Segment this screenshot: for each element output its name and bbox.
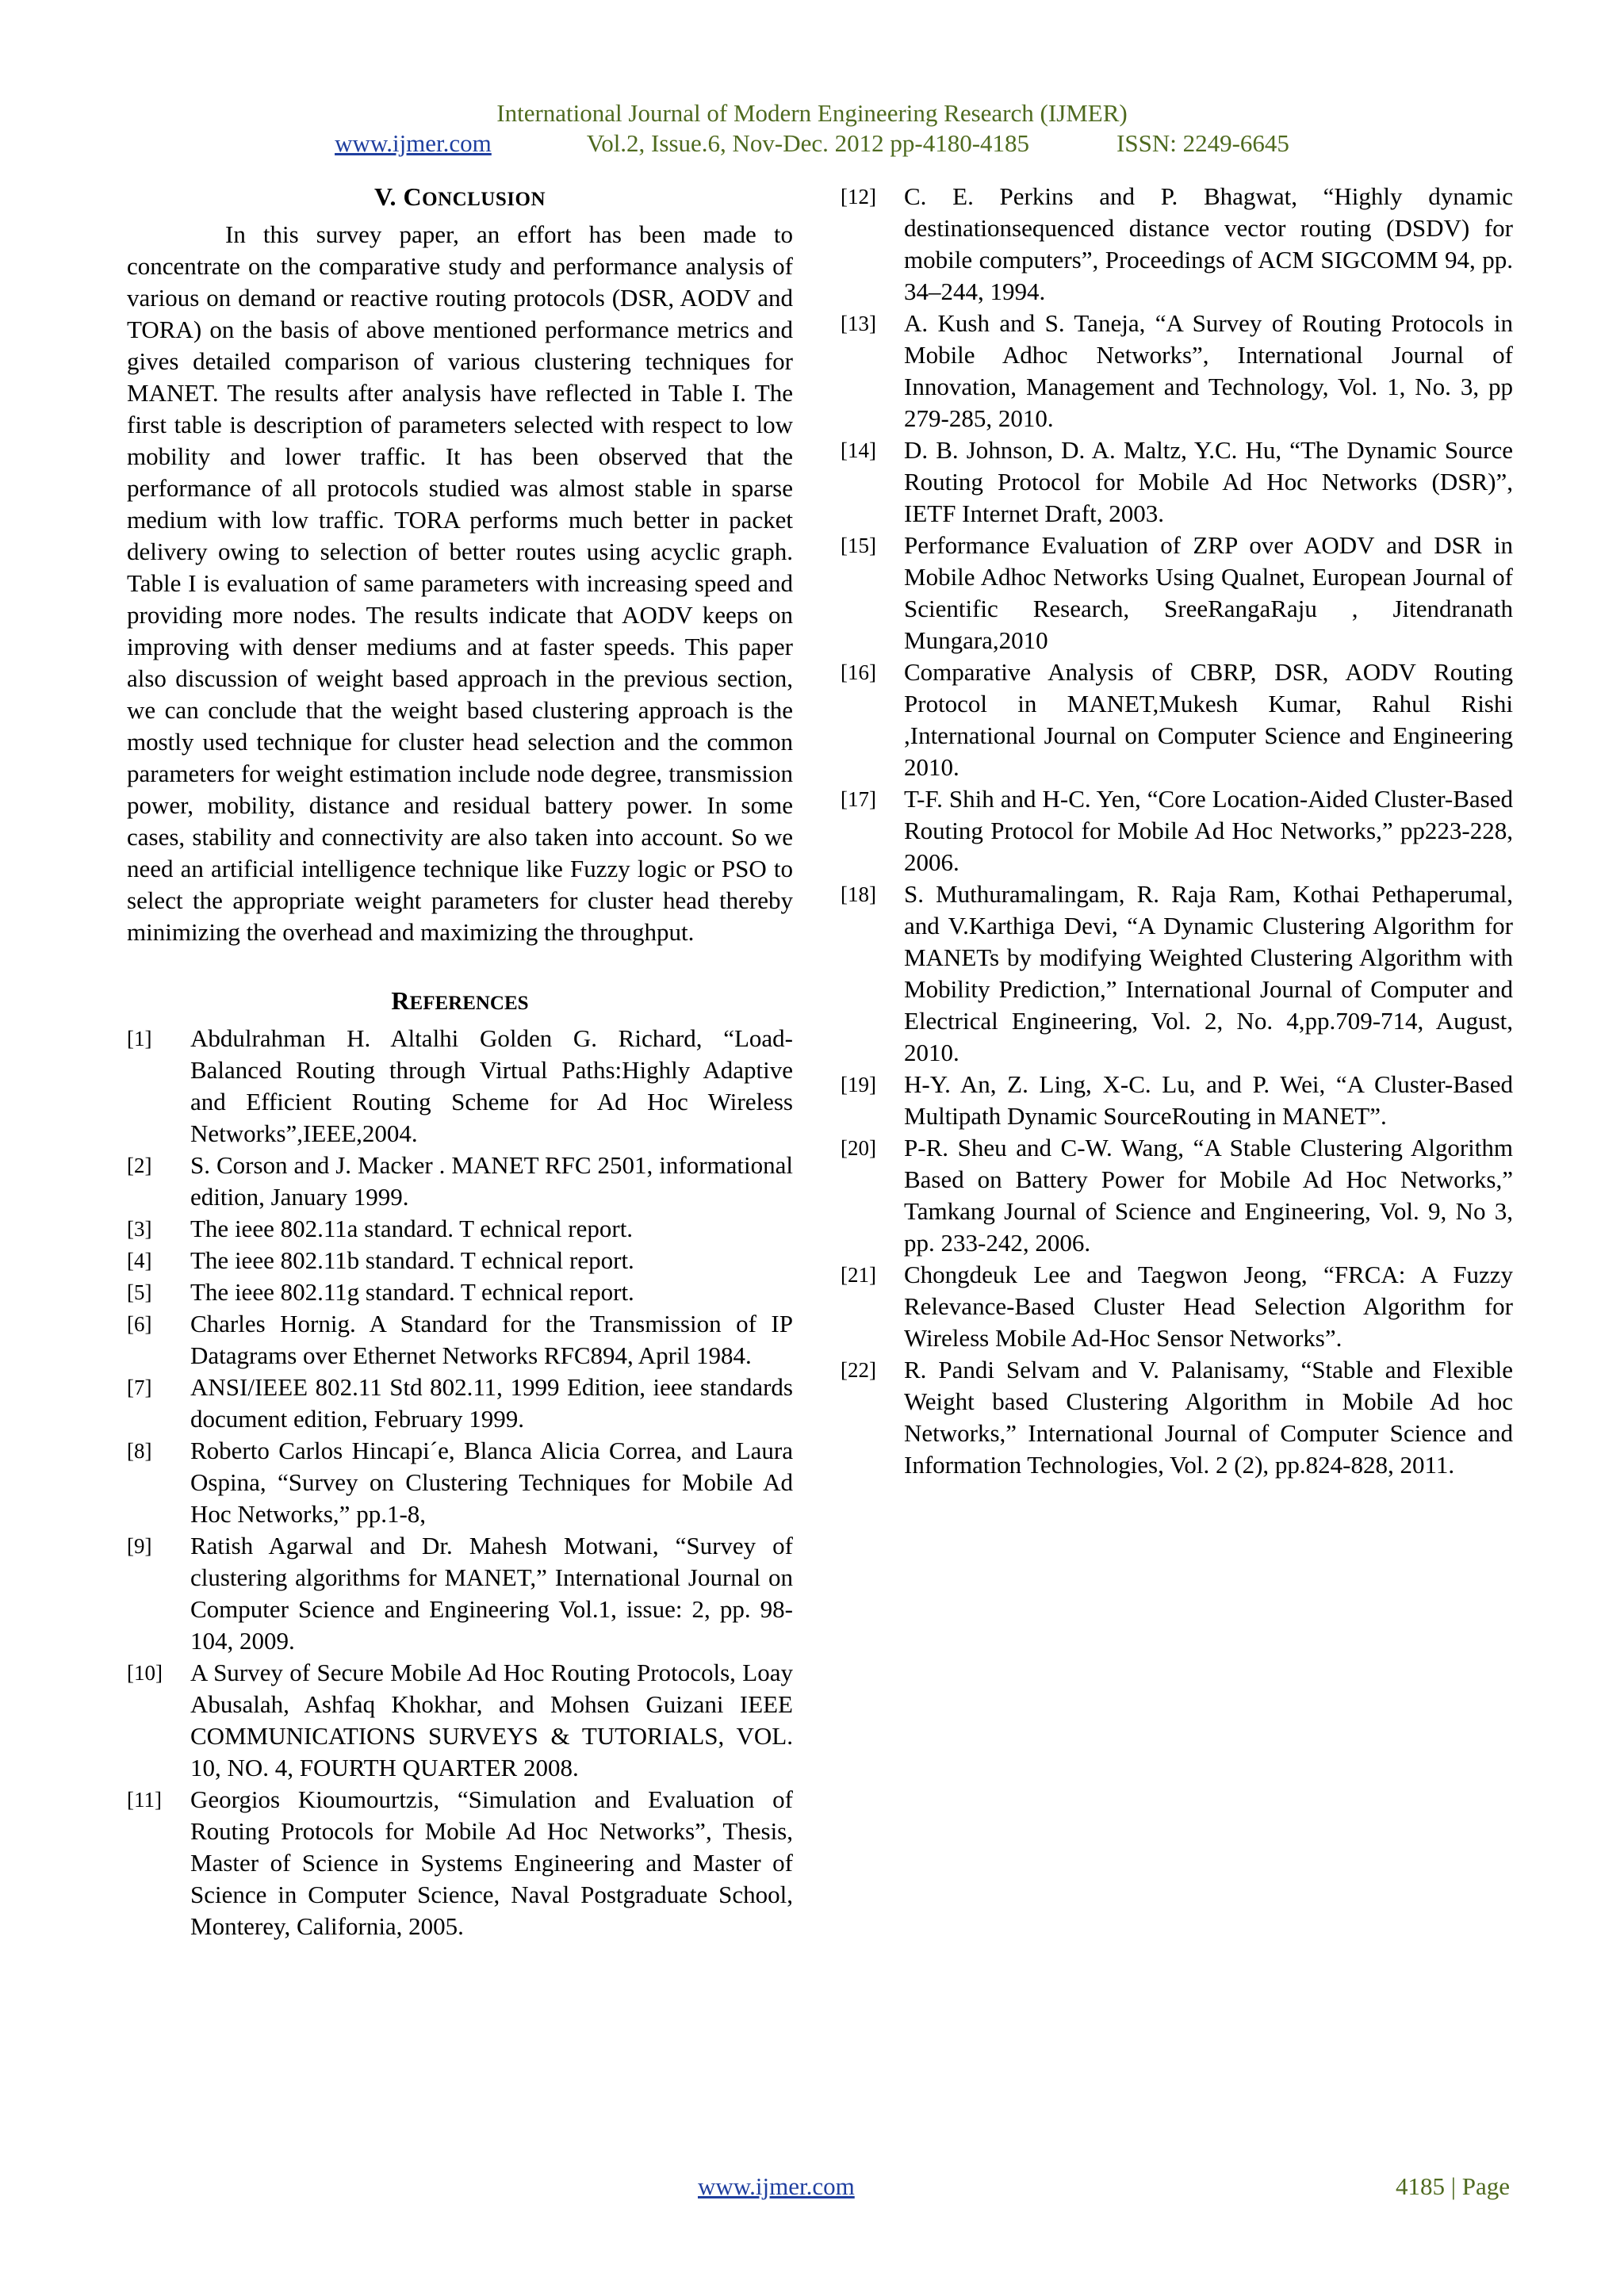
- reference-item: [127, 1213, 793, 1245]
- reference-number: [5]: [127, 1280, 152, 1304]
- reference-number: [11]: [127, 1788, 162, 1812]
- reference-text: H-Y. An, Z. Ling, X-C. Lu, and P. Wei, “A Cluster-Based Multipath Dynamic SourceRouting in MANET”.: [904, 1070, 1513, 1130]
- reference-text: T-F. Shih and H-C. Yen, “Core Location-Aided Cluster-Based Routing Protocol for Mobile Ad Hoc Networks,” pp223-228, 2006.: [904, 785, 1513, 876]
- reference-text: Georgios Kioumourtzis, “Simulation and Evaluation of Routing Protocols for Mobile Ad Hoc Networks”, Thesis, Master of Science in Systems Engineering and Master of Science in Computer Science, Naval Postgraduate School, Monterey, California, 2005.: [190, 1785, 793, 1940]
- reference-item: [127, 1276, 793, 1308]
- reference-number: [14]: [841, 438, 876, 462]
- reference-number: [22]: [841, 1358, 876, 1382]
- left-column: [127, 181, 793, 1942]
- reference-item: [841, 181, 1513, 308]
- reference-item: [127, 1784, 793, 1942]
- reference-text: The ieee 802.11g standard. T echnical report.: [190, 1278, 634, 1306]
- reference-text: A. Kush and S. Taneja, “A Survey of Routing Protocols in Mobile Adhoc Networks”, International Journal of Innovation, Management and Technology, Vol. 1, No. 3, pp 279-285, 2010.: [904, 309, 1513, 432]
- reference-item: [127, 1435, 793, 1530]
- reference-number: [21]: [841, 1263, 876, 1287]
- conclusion-heading: [127, 181, 793, 216]
- reference-number: [12]: [841, 185, 876, 209]
- reference-item: [127, 1657, 793, 1784]
- reference-text: P-R. Sheu and C-W. Wang, “A Stable Clustering Algorithm Based on Battery Power for Mobile Ad Hoc Networks,” Tamkang Journal of Science and Engineering, Vol. 9, No 3, pp. 233-242, 2006.: [904, 1134, 1513, 1257]
- heading-rest: ONCLUSION: [422, 189, 546, 210]
- reference-text: A Survey of Secure Mobile Ad Hoc Routing Protocols, Loay Abusalah, Ashfaq Khokhar, and Mohsen Guizani IEEE COMMUNICATIONS SURVEYS & TUTORIALS, VOL. 10, NO. 4, FOURTH QUARTER 2008.: [190, 1659, 793, 1781]
- reference-number: [16]: [841, 660, 876, 684]
- reference-item: [841, 530, 1513, 656]
- reference-item: [127, 1023, 793, 1150]
- reference-text: The ieee 802.11b standard. T echnical report.: [190, 1246, 634, 1274]
- reference-text: D. B. Johnson, D. A. Maltz, Y.C. Hu, “The Dynamic Source Routing Protocol for Mobile Ad Hoc Networks (DSR)”, IETF Internet Draft, 2003.: [904, 436, 1513, 527]
- reference-text: Ratish Agarwal and Dr. Mahesh Motwani, “Survey of clustering algorithms for MANET,” International Journal on Computer Science and Engineering Vol.1, issue: 2, pp. 98-104, 2009.: [190, 1532, 793, 1655]
- footer-url-link[interactable]: www.ijmer.com: [698, 2172, 855, 2200]
- issn: ISSN: 2249-6645: [1116, 129, 1289, 157]
- reference-item: [841, 1259, 1513, 1354]
- reference-item: [841, 1069, 1513, 1132]
- reference-item: [127, 1372, 793, 1435]
- reference-number: [1]: [127, 1027, 152, 1050]
- journal-title: International Journal of Modern Engineering Research (IJMER): [496, 99, 1128, 127]
- right-column: [841, 181, 1513, 1481]
- reference-number: [7]: [127, 1376, 152, 1399]
- reference-number: [17]: [841, 787, 876, 811]
- reference-number: [9]: [127, 1534, 152, 1558]
- page-number: 4185 | Page: [1396, 2172, 1510, 2200]
- heading-rest: EFERENCES: [409, 993, 529, 1014]
- reference-item: [841, 878, 1513, 1069]
- reference-item: [127, 1530, 793, 1657]
- heading-initial: C: [403, 182, 423, 211]
- journal-info-line: [0, 128, 1624, 159]
- reference-text: ANSI/IEEE 802.11 Std 802.11, 1999 Edition, ieee standards document edition, February 1999.: [190, 1373, 793, 1433]
- section-numeral: V.: [373, 182, 396, 211]
- reference-number: [3]: [127, 1217, 152, 1241]
- reference-number: [19]: [841, 1073, 876, 1096]
- reference-number: [2]: [127, 1154, 152, 1177]
- reference-item: [841, 308, 1513, 434]
- reference-item: [127, 1150, 793, 1213]
- reference-text: S. Muthuramalingam, R. Raja Ram, Kothai Pethaperumal, and V.Karthiga Devi, “A Dynamic Clustering Algorithm for MANETs by modifying Weighted Clustering Algorithm with Mobility Prediction,” International Journal of Computer and Electrical Engineering, Vol. 2, No. 4,pp.709-714, August, 2010.: [904, 880, 1513, 1066]
- conclusion-paragraph: In this survey paper, an effort has been made to concentrate on the comparative study and performance analysis of various on demand or reactive routing protocols (DSR, AODV and TORA) on the basis of above mentioned performance metrics and gives detailed comparison of various clustering techniques for MANET. The results after analysis have reflected in Table I. The first table is description of parameters selected with respect to low mobility and lower traffic. It has been observed that the performance of all protocols studied was almost stable in sparse medium with low traffic. TORA performs much better in packet delivery owing to selection of better routes using acyclic graph. Table I is evaluation of same parameters with increasing speed and providing more nodes. The results indicate that AODV keeps on improving with denser mediums and at faster speeds. This paper also discussion of weight based approach in the previous section, we can conclude that the weight based clustering approach is the mostly used technique for cluster head selection and the common parameters for weight estimation include node degree, transmission power, mobility, distance and residual battery power. In some cases, stability and connectivity are also taken into account. So we need an artificial intelligence technique like Fuzzy logic or PSO to select the appropriate weight parameters for cluster head thereby minimizing the overhead and maximizing the throughput.: [127, 220, 793, 946]
- reference-text: Comparative Analysis of CBRP, DSR, AODV Routing Protocol in MANET,Mukesh Kumar, Rahul Rishi ,International Journal on Computer Science and Engineering 2010.: [904, 658, 1513, 781]
- reference-number: [15]: [841, 534, 876, 557]
- reference-item: [841, 656, 1513, 783]
- reference-item: [841, 434, 1513, 530]
- heading-initial: R: [391, 986, 410, 1015]
- references-heading: [127, 985, 793, 1020]
- reference-item: [127, 1308, 793, 1372]
- reference-text: The ieee 802.11a standard. T echnical report.: [190, 1215, 634, 1242]
- reference-number: [13]: [841, 312, 876, 335]
- reference-item: [841, 1132, 1513, 1259]
- reference-text: Performance Evaluation of ZRP over AODV and DSR in Mobile Adhoc Networks Using Qualnet, European Journal of Scientific Research, SreeRangaRaju , Jitendranath Mungara,2010: [904, 531, 1513, 654]
- reference-item: [841, 1354, 1513, 1481]
- reference-text: C. E. Perkins and P. Bhagwat, “Highly dynamic destinationsequenced distance vector routing (DSDV) for mobile computers”, Proceedings of ACM SIGCOMM 94, pp. 34–244, 1994.: [904, 182, 1513, 305]
- reference-text: Charles Hornig. A Standard for the Transmission of IP Datagrams over Ethernet Networks RFC894, April 1984.: [190, 1310, 793, 1369]
- reference-number: [20]: [841, 1136, 876, 1160]
- reference-text: R. Pandi Selvam and V. Palanisamy, “Stable and Flexible Weight based Clustering Algorithm in Mobile Ad hoc Networks,” International Journal of Computer Science and Information Technologies, Vol. 2 (2), pp.824-828, 2011.: [904, 1356, 1513, 1479]
- reference-number: [10]: [127, 1661, 163, 1685]
- reference-text: S. Corson and J. Macker . MANET RFC 2501, informational edition, January 1999.: [190, 1151, 793, 1211]
- volume-info: Vol.2, Issue.6, Nov-Dec. 2012 pp-4180-4185: [586, 129, 1030, 157]
- reference-number: [18]: [841, 882, 876, 906]
- reference-number: [8]: [127, 1439, 152, 1463]
- reference-list-right: [841, 181, 1513, 1481]
- reference-text: Chongdeuk Lee and Taegwon Jeong, “FRCA: A Fuzzy Relevance-Based Cluster Head Selection Algorithm for Wireless Mobile Ad-Hoc Sensor Networks”.: [904, 1261, 1513, 1352]
- header-url-link[interactable]: www.ijmer.com: [335, 129, 492, 157]
- reference-item: [127, 1245, 793, 1276]
- reference-number: [6]: [127, 1312, 152, 1336]
- reference-item: [841, 783, 1513, 878]
- reference-number: [4]: [127, 1249, 152, 1272]
- reference-list-left: [127, 1023, 793, 1942]
- reference-text: Roberto Carlos Hincapi´e, Blanca Alicia Correa, and Laura Ospina, “Survey on Clustering Techniques for Mobile Ad Hoc Networks,” pp.1-8,: [190, 1437, 793, 1528]
- reference-text: Abdulrahman H. Altalhi Golden G. Richard, “Load-Balanced Routing through Virtual Paths:Highly Adaptive and Efficient Routing Scheme for Ad Hoc Wireless Networks”,IEEE,2004.: [190, 1024, 793, 1147]
